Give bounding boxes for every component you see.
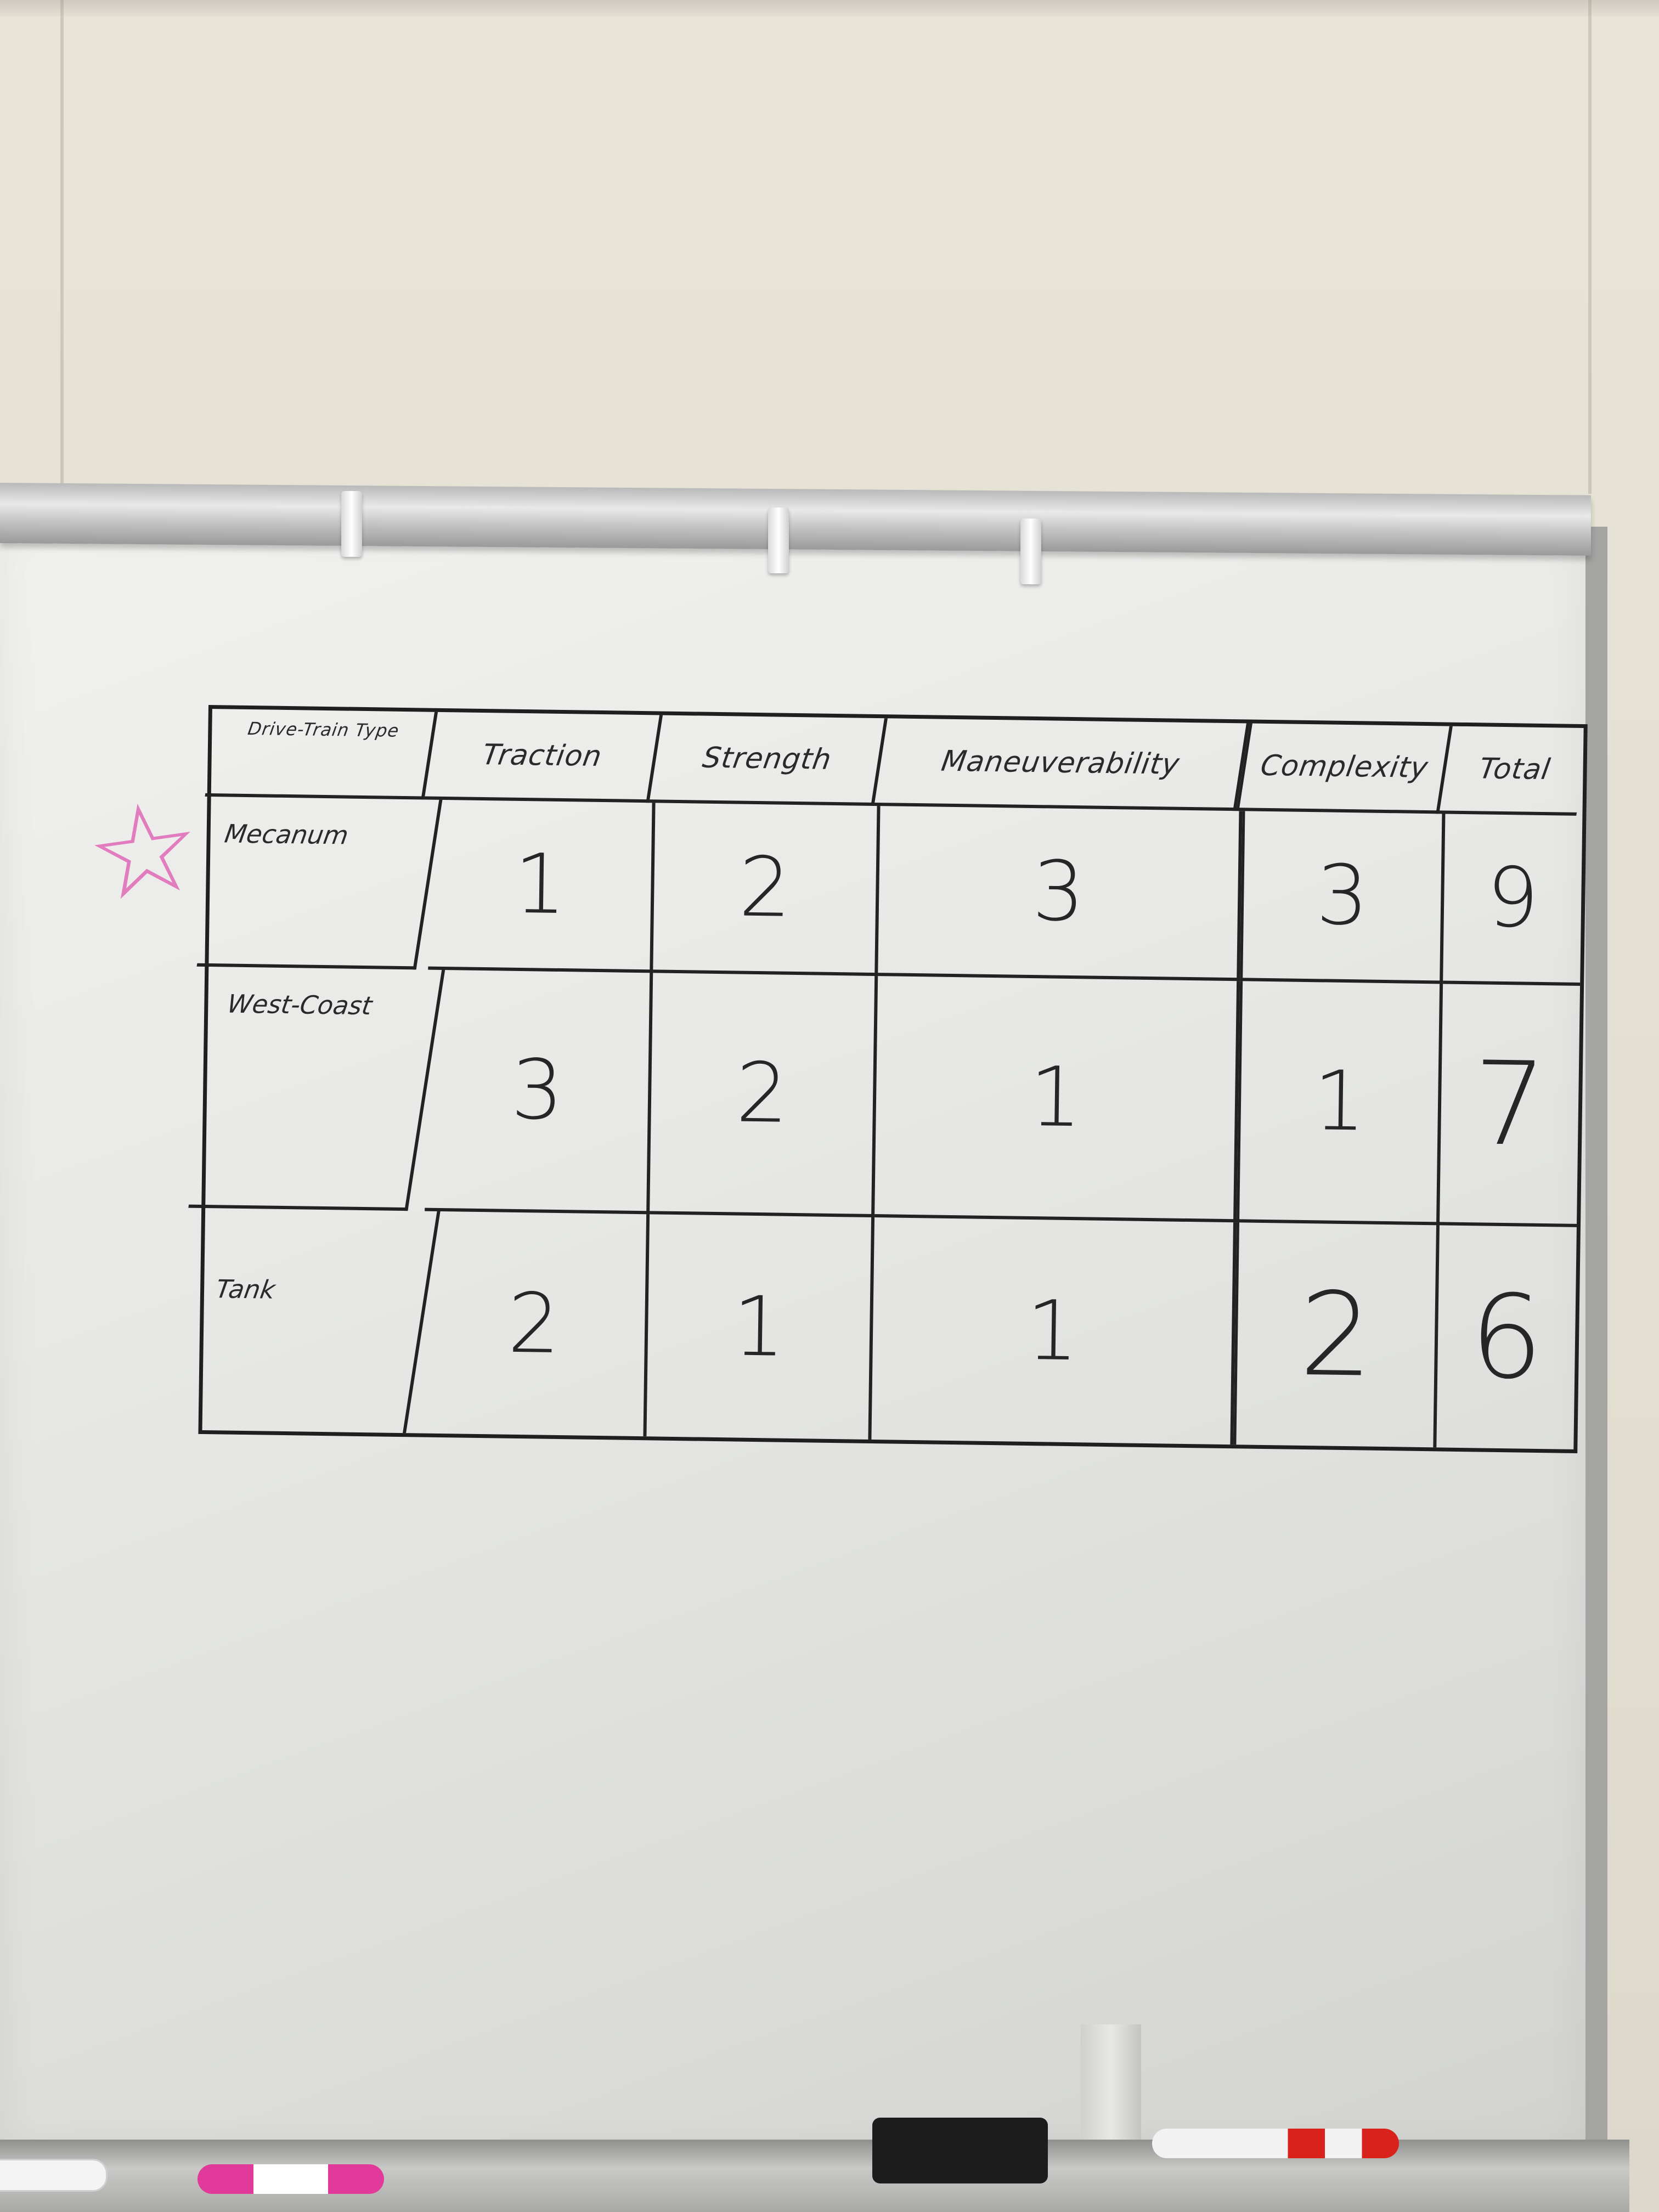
west-coast-maneuverability: 1 — [874, 976, 1240, 1222]
mecanum-total: 9 — [1443, 814, 1582, 985]
pink-star-mark: ☆ — [78, 771, 211, 932]
mecanum-strength: 2 — [653, 803, 880, 976]
header-total: Total — [1439, 726, 1590, 816]
west-coast-traction: 3 — [425, 970, 653, 1215]
header-drive-train-type: Drive-Train Type — [205, 709, 438, 799]
header-strength: Strength — [649, 715, 888, 806]
tank-total: 6 — [1469, 1269, 1544, 1406]
tank-traction: 2 — [422, 1211, 650, 1437]
header-maneuverability: Maneuverability — [874, 718, 1250, 811]
pink-marker[interactable] — [198, 2164, 384, 2194]
wall-seam — [1588, 0, 1592, 494]
tank-maneuverability: 1 — [871, 1217, 1237, 1444]
row-label-tank: Tank — [187, 1208, 441, 1433]
mecanum-maneuverability: 3 — [878, 806, 1242, 981]
row-label-mecanum: Mecanum — [197, 797, 443, 969]
west-coast-strength: 2 — [650, 973, 878, 1217]
header-complexity: Complexity — [1236, 724, 1453, 814]
west-coast-complexity: 1 — [1237, 981, 1443, 1225]
rail-clip — [768, 507, 789, 573]
wall-seam — [60, 0, 64, 494]
top-rail — [0, 483, 1591, 556]
red-marker[interactable] — [1152, 2129, 1399, 2158]
header-traction: Traction — [424, 712, 663, 803]
west-coast-total: 7 — [1440, 984, 1580, 1227]
ceiling-edge — [0, 0, 1659, 16]
mecanum-traction: 1 — [428, 800, 655, 973]
decision-matrix-table — [198, 705, 1587, 1453]
rail-clip — [1020, 518, 1041, 584]
tank-complexity: 2 — [1233, 1222, 1440, 1447]
tank-strength: 1 — [646, 1214, 874, 1440]
white-marker[interactable] — [0, 2159, 108, 2192]
row-label-west-coast: West-Coast — [188, 967, 445, 1211]
rail-clip — [341, 491, 362, 557]
mecanum-complexity: 3 — [1240, 811, 1445, 984]
whiteboard-eraser[interactable] — [872, 2118, 1048, 2183]
